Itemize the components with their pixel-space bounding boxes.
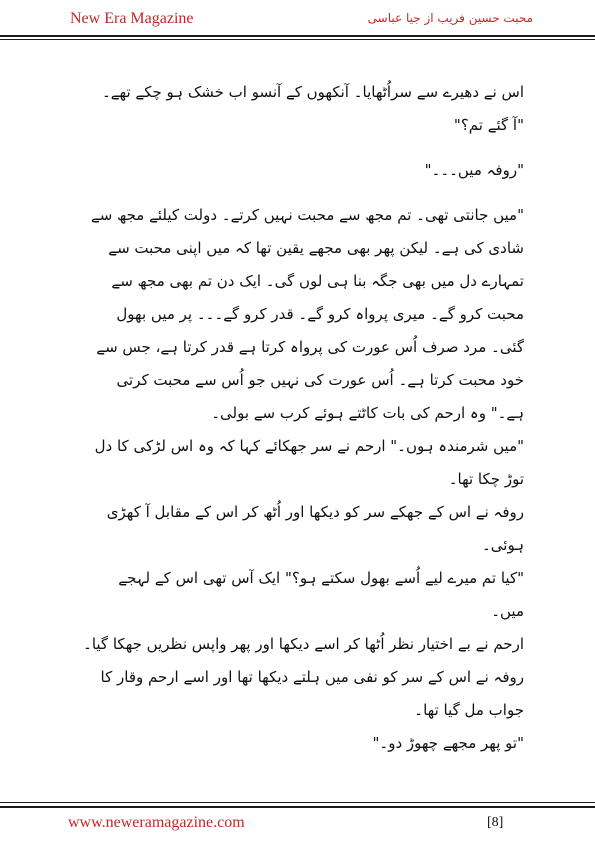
story-body <box>82 76 524 760</box>
footer-rule-thin <box>0 802 595 803</box>
paragraph-3: "روفہ میں۔۔۔" <box>424 161 524 179</box>
paragraph-7: "کیا تم میرے لیے اُسے بھول سکتے ہو؟" ایک آس تھی اس کے لہجے میں۔ <box>118 569 524 620</box>
footer-rule <box>0 806 595 808</box>
page-number: [8] <box>487 815 504 830</box>
paragraph-5: "میں شرمندہ ہوں۔" ارحم نے سر جھکائے کہا کہ وہ اس لڑکی کا دل توڑ چکا تھا۔ <box>94 437 524 488</box>
page-header <box>0 0 595 40</box>
paragraph-8: ارحم نے بے اختیار نظر اُٹھا کر اسے دیکھا اور پھر واپس نظریں جھکا گیا۔ روفہ نے اس کے سر کو نفی میں ہلتے دیکھا تھا اور اسے ارحم وقار کا جواب مل گیا تھا۔ <box>83 635 524 719</box>
paragraph-4: "میں جانتی تھی۔ تم مجھ سے محبت نہیں کرتے۔ دولت کیلئے مجھ سے شادی کی ہے۔ لیکن پھر بھی مجھے یقین تھا کہ میں اپنی محبت سے تمہارے دل میں بھی جگہ بنا ہی لوں گی۔ ایک دن تم بھی مجھ سے محبت کرو گے۔ میری پرواہ کرو گے۔ قدر کرو گے۔۔۔ پر میں بھول گئی۔ مرد صرف اُس عورت کی پرواہ کرتا ہے قدر کرتا ہے، جس سے خود محبت کرتا ہے۔ اُس عورت کی نہیں جو اُس سے محبت کرتی ہے۔" وہ ارحم کی بات کاٹتے ہوئے کرب سے بولی۔ <box>90 206 524 422</box>
website-link[interactable]: www.neweramagazine.com <box>68 814 245 831</box>
header-rule-thin <box>0 39 595 40</box>
paragraph-1: اس نے دھیرے سے سراُٹھایا۔ آنکھوں کے آنسو اب خشک ہو چکے تھے۔ <box>101 83 524 101</box>
paragraph-6: روفہ نے اس کے جھکے سر کو دیکھا اور اُٹھ کر اس کے مقابل آ کھڑی ہوئی۔ <box>106 503 524 554</box>
magazine-name: New Era Magazine <box>70 10 194 27</box>
header-rule <box>0 35 595 37</box>
novel-title: محبت حسین فریب از جیا عباسی <box>367 11 533 25</box>
paragraph-9: "تو پھر مجھے چھوڑ دو۔" <box>372 734 524 752</box>
paragraph-2: "آ گئے تم؟" <box>453 116 524 134</box>
